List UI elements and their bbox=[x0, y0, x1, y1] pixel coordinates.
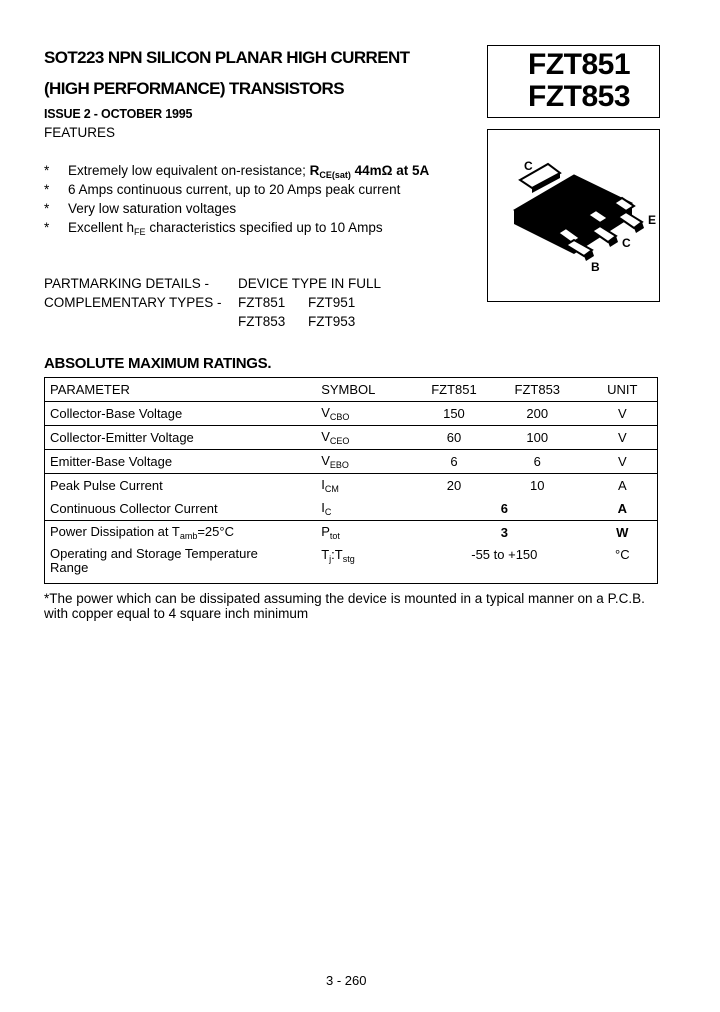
param-cell: Collector-Base Voltage bbox=[45, 402, 317, 426]
part-number-2: FZT853 bbox=[528, 80, 631, 113]
table-row bbox=[45, 450, 658, 474]
col-header: UNIT bbox=[607, 382, 638, 397]
partmarking-label: PARTMARKING DETAILS - bbox=[44, 276, 210, 291]
feature-item: * Extremely low equivalent on-resistance; $R_{CE(sat)}$ 44mΩ at 5A bbox=[44, 163, 430, 180]
table-row bbox=[45, 521, 658, 545]
col-header: SYMBOL bbox=[321, 382, 376, 397]
value-cell: 10 bbox=[487, 474, 588, 498]
pin-label-collector: C bbox=[622, 236, 631, 250]
param-cell: Collector-Emitter Voltage bbox=[45, 426, 317, 450]
bullet: * bbox=[44, 201, 50, 216]
symbol-cell: $V_{EBO}$ bbox=[316, 450, 421, 474]
param-cell: Power Dissipation at $T_{amb}=25^\circ C$ bbox=[45, 521, 317, 545]
feature-item: * 6 Amps continuous current, up to 20 Amps peak current bbox=[44, 182, 401, 197]
col-header: FZT853 bbox=[514, 382, 561, 397]
ratings-heading: ABSOLUTE MAXIMUM RATINGS. bbox=[44, 355, 272, 372]
page-number: 3 - 260 bbox=[326, 973, 367, 988]
symbol-cell: $P_{tot}$ bbox=[316, 521, 421, 545]
title-line-2: (HIGH PERFORMANCE) TRANSISTORS bbox=[44, 79, 344, 98]
value-cell: 200 bbox=[487, 402, 588, 426]
param-cell: Emitter-Base Voltage bbox=[45, 450, 317, 474]
symbol-cell: $T_j:T_{stg}$ bbox=[321, 547, 355, 564]
features-heading: FEATURES bbox=[44, 125, 116, 140]
table-row bbox=[45, 426, 658, 450]
bullet: * bbox=[44, 182, 50, 197]
feature-item: * Excellent $h_{FE}$ characteristics specified up to 10 Amps bbox=[44, 220, 383, 237]
table-row bbox=[45, 474, 658, 498]
table-header-row bbox=[45, 378, 658, 402]
unit-cell: A bbox=[588, 474, 658, 498]
unit-cell: V bbox=[588, 426, 658, 450]
symbol-cell: $V_{CBO}$ bbox=[316, 402, 421, 426]
title-line-1: SOT223 NPN SILICON PLANAR HIGH CURRENT bbox=[44, 48, 410, 67]
unit-cell: W bbox=[588, 521, 658, 545]
bullet: * bbox=[44, 163, 50, 178]
complementary-label: COMPLEMENTARY TYPES - bbox=[44, 295, 222, 310]
symbol-cell: $I_C$ bbox=[321, 500, 332, 517]
value-cell: 6 bbox=[421, 450, 487, 474]
unit-cell: V bbox=[588, 450, 658, 474]
partmarking-value: DEVICE TYPE IN FULL bbox=[238, 276, 382, 291]
symbol-cell: $I_{CM}$ bbox=[316, 474, 421, 498]
value-cell: 60 bbox=[421, 426, 487, 450]
unit-cell: °C bbox=[615, 547, 630, 562]
bullet: * bbox=[44, 220, 50, 235]
symbol-cell: $V_{CEO}$ bbox=[316, 426, 421, 450]
part-number-1: FZT851 bbox=[528, 48, 631, 81]
table-row bbox=[45, 544, 658, 584]
sot223-package-drawing bbox=[488, 130, 659, 301]
unit-cell: V bbox=[588, 402, 658, 426]
power-dissipation-note: *The power which can be dissipated assuming the device is mounted in a typical manner on a P.C.B. with copper equal to 4 square inch minimum bbox=[44, 591, 645, 621]
param-cell: Operating and Storage Temperature Range bbox=[50, 546, 258, 575]
feature-item: * Very low saturation voltages bbox=[44, 201, 237, 216]
param-cell: Peak Pulse Current bbox=[45, 474, 317, 498]
table-row bbox=[45, 497, 658, 521]
unit-cell: A bbox=[617, 501, 628, 516]
table-row bbox=[45, 402, 658, 426]
value-cell: 100 bbox=[487, 426, 588, 450]
value-cell: 20 bbox=[421, 474, 487, 498]
pin-label-emitter: E bbox=[648, 213, 657, 227]
col-header: FZT851 bbox=[431, 382, 477, 397]
part-number-box bbox=[487, 45, 660, 118]
param-cell: Continuous Collector Current bbox=[50, 501, 218, 516]
comp-type-b: FZT953 bbox=[308, 314, 356, 329]
comp-type-a: FZT853 bbox=[238, 314, 286, 329]
value-cell: 6 bbox=[500, 501, 508, 516]
col-header: PARAMETER bbox=[50, 382, 130, 397]
value-cell: 6 bbox=[487, 450, 588, 474]
comp-type-b: FZT951 bbox=[308, 295, 356, 310]
value-cell: 150 bbox=[421, 402, 487, 426]
issue-date: ISSUE 2 - OCTOBER 1995 bbox=[44, 107, 193, 121]
comp-type-a: FZT851 bbox=[238, 295, 286, 310]
value-cell: 3 bbox=[421, 521, 588, 545]
ratings-table bbox=[44, 377, 658, 584]
pin-label-base: B bbox=[591, 260, 600, 274]
value-cell: -55 to +150 bbox=[471, 547, 538, 562]
pin-label-collector-top: C bbox=[524, 159, 533, 173]
package-box bbox=[487, 129, 660, 302]
